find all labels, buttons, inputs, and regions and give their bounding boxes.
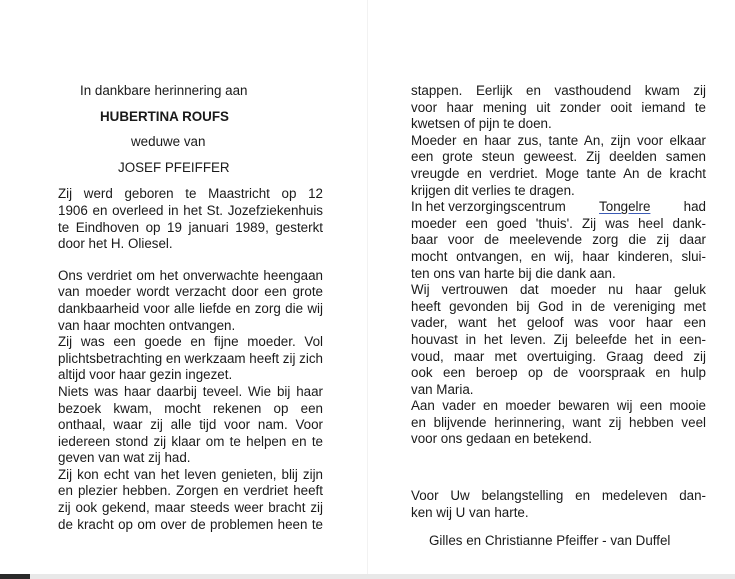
scan-edge [0, 574, 735, 579]
text-line: mocht ontvangen, en wij, haar kinderen, slui- [411, 248, 706, 264]
text-line: Wij vertrouwen dat moeder nu haar geluk [411, 282, 706, 298]
text-line: Zij werd geboren te Maastricht op 12 [58, 186, 323, 202]
text-line: te Eindhoven op 19 januari 1989, gesterkt [58, 219, 323, 235]
text-line: Zij was een goede en fijne moeder. Vol [58, 334, 323, 350]
left-page [58, 83, 323, 533]
thanks-paragraph [411, 488, 706, 521]
text-line: baar voor de meelevende zorg die zij daar [411, 232, 706, 248]
spouse-name: JOSEF PFEIFFER [118, 159, 230, 175]
text-line: een grote steun geweest. Zij deelden samen [411, 149, 706, 165]
fold-line [367, 0, 368, 579]
relation-line: weduwe van [131, 134, 206, 150]
text-line-tongelre [411, 199, 706, 216]
text-line: van moeder wordt verzacht door een grote [58, 284, 323, 300]
text-line: ten ons van harte bij die dank aan. [411, 265, 616, 281]
signature-line: Gilles en Christianne Pfeiffer - van Duffel [429, 533, 671, 549]
text-line: kwetsen of pijn te doen. [411, 116, 552, 132]
text-line: Zij kon echt van het leven genieten, blij zijn [58, 466, 323, 482]
text-line: vader, want het geloof was voor haar een [411, 315, 706, 331]
text-line: van haar mochten ontvangen. [58, 317, 236, 333]
text-line: voor haar mening uit zonder ooit iemand te [411, 99, 706, 115]
deceased-name: HUBERTINA ROUFS [100, 108, 229, 124]
text-line: en plezier hebben. Zorgen en verdriet heeft [58, 483, 323, 499]
right-page [411, 83, 706, 550]
tribute-continued [411, 83, 706, 448]
text-line: Moeder en haar zus, tante An, zijn voor elkaar [411, 132, 706, 148]
text-line: de kracht op om over de problemen heen te [58, 516, 323, 532]
text-line: dankbaarheid voor alle liefde en zorg die wij [58, 300, 323, 316]
biography-paragraph [58, 186, 323, 252]
text-line: krijgen dit verlies te dragen. [411, 182, 575, 198]
text-line: ook een beroep op de voorspraak en hulp [411, 365, 706, 381]
text-line: vreugde en verdriet. Moge tante An de kracht [411, 165, 706, 181]
text-segment: had [683, 199, 706, 215]
text-line: bezoek kwam, mocht rekenen op een [58, 400, 323, 416]
text-line: heeft gevonden bij God in de vereniging met [411, 298, 706, 314]
text-line: van Maria. [411, 381, 474, 397]
text-line: houvast in het leven. Zij beleefde het in een- [411, 331, 706, 347]
text-line: geven van wat zij had. [58, 450, 191, 466]
text-line: stappen. Eerlijk en vasthoudend kwam zij [411, 83, 706, 98]
text-line: door het H. Oliesel. [58, 236, 173, 252]
text-line: onthaal, waar zij alle tijd voor nam. Voor [58, 417, 323, 433]
text-line: iedereen stond zij klaar om te helpen en te [58, 433, 323, 449]
intro-line: In dankbare herinnering aan [80, 83, 248, 98]
text-line: altijd voor haar gezin ingezet. [58, 367, 233, 383]
text-line: Niets was haar daarbij teveel. Wie bij haar [58, 383, 323, 399]
text-line: Aan vader en moeder bewaren wij een mooie [411, 398, 706, 414]
text-segment: In het verzorgingscentrum [411, 199, 566, 215]
text-line: ken wij U van harte. [411, 504, 529, 520]
text-line: voor ons gedaan en betekend. [411, 431, 592, 447]
text-line: en blijvende herinnering, want zij hebben veel [411, 414, 706, 430]
text-line: plichtsbetrachting en werkzaam heeft zij zich [58, 350, 323, 366]
text-line: Voor Uw belangstelling en medeleven dan- [411, 488, 706, 504]
text-line: zij ook gekend, maar steeds weer bracht zij [58, 500, 323, 516]
text-line: Ons verdriet om het onverwachte heengaan [58, 267, 323, 283]
text-line: 1906 en overleed in het St. Jozefziekenhuis [58, 202, 323, 218]
text-line: moeder een goed 'thuis'. Zij was heel dank- [411, 215, 706, 231]
tribute-paragraph [58, 268, 323, 534]
underlined-place-name: Tongelre [599, 199, 651, 215]
text-line: voud, maar met overtuiging. Graag deed zij [411, 348, 706, 364]
